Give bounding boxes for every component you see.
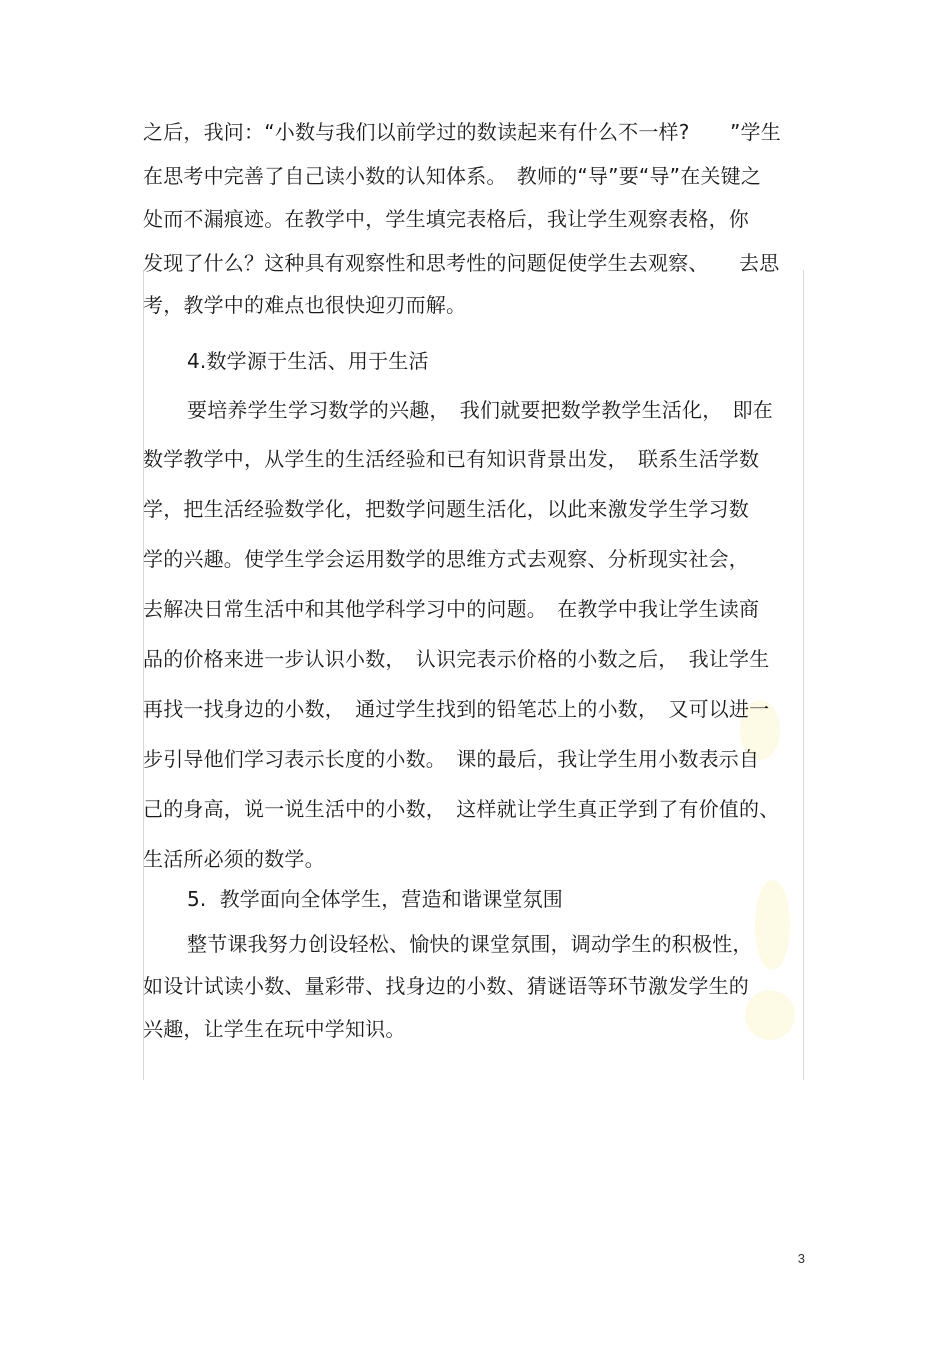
text-line: 整节课我努力创设轻松、愉快的课堂氛围，调动学生的积极性， [187,932,753,956]
text-line: 再找一找身边的小数， 通过学生找到的铅笔芯上的小数， 又可以进一 [143,697,770,721]
text-line: 去解决日常生活中和其他学科学习中的问题。 在教学中我让学生读商 [143,597,760,621]
left-border-line [143,270,144,1080]
text-line: 生活所必须的数学。 [143,847,325,871]
background-stain [755,880,790,970]
section-heading: 5. 教学面向全体学生，营造和谐课堂氛围 [187,887,563,911]
text-line: 品的价格来进一步认识小数， 认识完表示价格的小数之后， 我让学生 [143,647,770,671]
text-line: 数学教学中，从学生的生活经验和已有知识背景出发， 联系生活学数 [143,447,760,471]
section-heading: 4.数学源于生活、用于生活 [187,349,429,373]
text-line: 学的兴趣。使学生学会运用数学的思维方式去观察、分析现实社会， [143,547,749,571]
right-border-line [803,270,804,1080]
text-line: 要培养学生学习数学的兴趣， 我们就要把数学教学生活化， 即在 [187,398,773,422]
text-line: 考，教学中的难点也很快迎刃而解。 [143,293,467,317]
text-line: 在思考中完善了自己读小数的认知体系。 教师的“导”要“导”在关键之 [143,164,762,188]
text-line: 学，把生活经验数学化，把数学问题生活化，以此来激发学生学习数 [143,497,749,521]
text-line: 处而不漏痕迹。在教学中，学生填完表格后，我让学生观察表格，你 [143,207,749,231]
text-line: 如设计试读小数、量彩带、找身边的小数、猜谜语等环节激发学生的 [143,974,749,998]
background-stain [745,990,795,1040]
text-line: 步引导他们学习表示长度的小数。 课的最后，我让学生用小数表示自 [143,747,760,771]
page-number: 3 [797,1251,805,1266]
text-line: 兴趣，让学生在玩中学知识。 [143,1017,406,1041]
text-line: 发现了什么？这种具有观察性和思考性的问题促使学生去观察、 去思 [143,251,780,275]
text-line: 之后，我问：“小数与我们以前学过的数读起来有什么不一样? ”学生 [143,120,781,144]
text-line: 己的身高，说一说生活中的小数， 这样就让学生真正学到了有价值的、 [143,797,780,821]
